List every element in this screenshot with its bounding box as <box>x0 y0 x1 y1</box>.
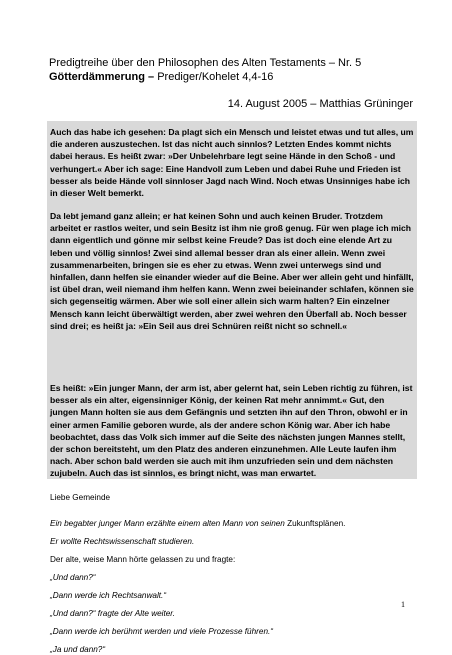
story-text-italic: „Ja und dann?“ <box>50 645 106 654</box>
story-text-italic: „Und dann?“ <box>50 573 96 582</box>
greeting: Liebe Gemeinde <box>50 493 111 502</box>
story-text-italic: „Dann werde ich berühmt werden und viele Prozesse führen.“ <box>50 627 273 636</box>
scripture-paragraph: Auch das habe ich gesehen: Da plagt sich ein Mensch und leistet etwas und tut alles, um die anderen auszustechen. Ist das nicht auch sinnlos? Letzten Endes kommt nichts dabei heraus. Es heißt zwar: »Der Unbelehrbare legt seine Hände in den Schoß - und verhungert.« Aber ich sage: Eine Handvoll zum Leben und dabei Ruhe und Frieden ist besser als beide Hände voll sinnloser Jagd nach Wind. Noch etwas Unsinniges habe ich in dieser Welt bemerkt. <box>50 127 414 199</box>
date-author-line: 14. August 2005 – Matthias Grüninger <box>227 98 413 110</box>
sermon-series-heading: Predigtreihe über den Philosophen des Alten Testaments – Nr. 5 <box>49 57 362 69</box>
story-line <box>50 572 414 583</box>
story-line <box>50 554 414 565</box>
story-text-plain: Der alte, weise Mann hörte gelassen zu und fragte: <box>50 555 236 564</box>
story-line <box>50 536 414 547</box>
story-line <box>50 626 414 637</box>
page-number: 1 <box>401 600 405 609</box>
scripture-paragraph: Es heißt: »Ein junger Mann, der arm ist, aber gelernt hat, sein Leben richtig zu führen, ist besser als ein alter, eigensinniger König, der keinen Rat mehr annimmt.« Gut, den jungen Mann holten sie aus dem Gefängnis und setzten ihn auf den Thron, obwohl er in einer armen Familie geboren wurde, als der andere schon König war. Aber ich habe beobachtet, dass das Volk sich immer auf die Seite des nächsten jungen Mannes stellt, der schon bereitsteht, um den Platz des anderen einzunehmen. Alle Leute laufen ihm nach. Aber schon bald werden sie auch mit ihm unzufrieden sein und dem nächsten zujubeln. Auch das ist sinnlos, es bringt nicht, was man erwartet. <box>50 383 413 479</box>
story-line <box>50 608 414 619</box>
scripture-paragraph: Da lebt jemand ganz allein; er hat keinen Sohn und auch keinen Bruder. Trotzdem arbeitet er rastlos weiter, und sein Besitz ist ihm nie groß genug. Für wen plage ich mich dann eigentlich und gönne mir selbst keine Freude? Das ist doch eine elende Art zu leben und völlig sinnlos! Zwei sind allemal besser dran als einer allein. Wenn zwei zusammenarbeiten, bringen sie es eher zu etwas. Wenn zwei unterwegs sind und hinfallen, dann helfen sie einander wieder auf die Beine. Aber wer allein geht und hinfällt, ist übel dran, weil niemand ihm helfen kann. Wenn zwei beieinander schlafen, können sie sich gegenseitig wärmen. Aber wie soll einer allein sich warm halten? Ein einzelner Mensch kann leicht überwältigt werden, aber zwei wehren den Überfall ab. Noch besser sind drei; es heißt ja: »Ein Seil aus drei Schnüren reißt nicht so schnell.« <box>50 211 414 331</box>
story-text-italic: „Dann werde ich Rechtsanwalt.“ <box>50 591 167 600</box>
sermon-title-reference: Prediger/Kohelet 4,4-16 <box>154 71 274 83</box>
sermon-title <box>49 70 409 84</box>
story-line <box>50 590 414 601</box>
story-text-plain: Zukunftsplänen. <box>287 519 346 528</box>
story-text-italic: Ein begabter junger Mann erzählte einem alten Mann von seinen <box>50 519 288 528</box>
story-text-italic: Er wollte Rechtswissenschaft studieren. <box>50 537 195 546</box>
story-line <box>50 518 414 529</box>
story-line <box>50 644 414 655</box>
sermon-title-bold: Götterdämmerung – <box>49 71 155 83</box>
story-text-italic: „Und dann?“ fragte der Alte weiter. <box>50 609 175 618</box>
